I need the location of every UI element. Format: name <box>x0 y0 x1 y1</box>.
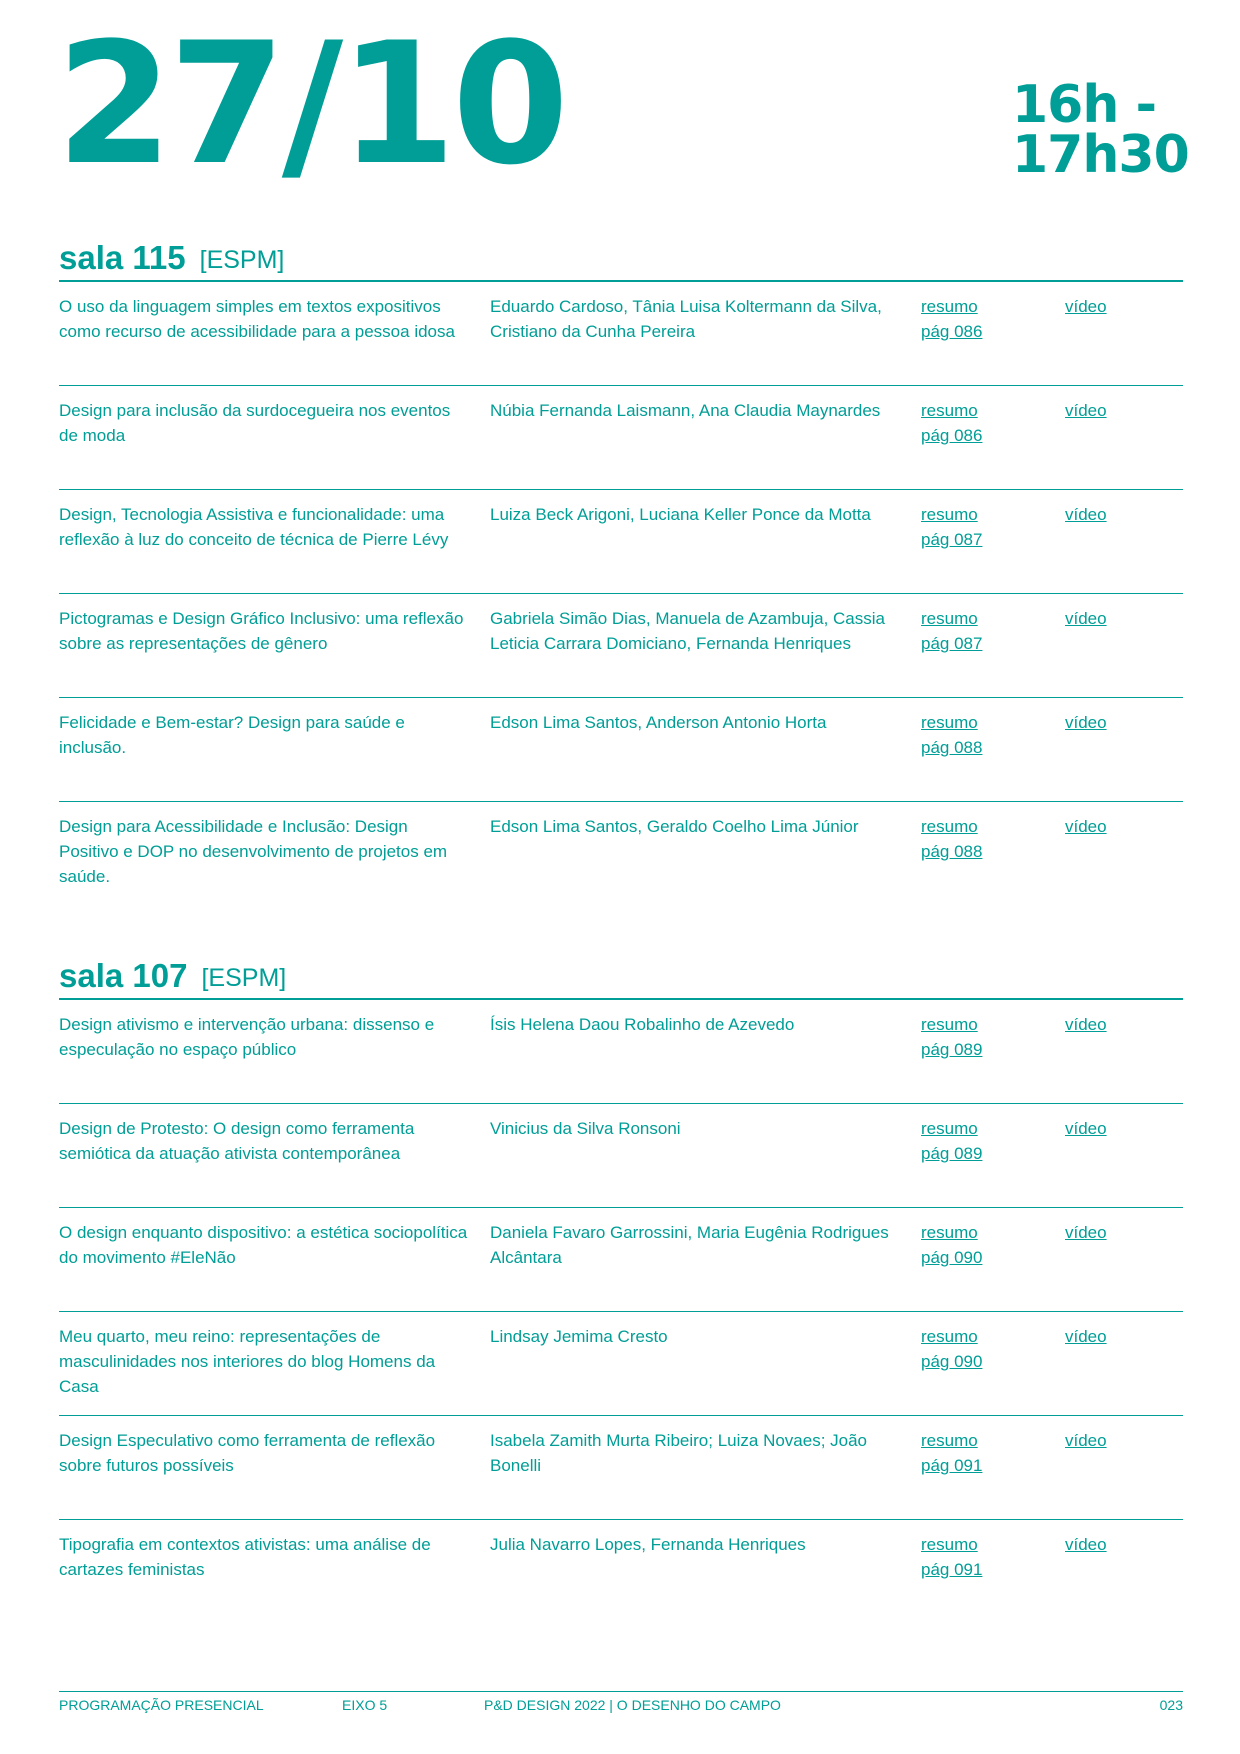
summary-link[interactable]: resumo <box>921 609 978 628</box>
page-footer <box>59 1691 1183 1713</box>
room-name: sala 107 <box>59 957 188 994</box>
summary-page-link[interactable]: pág 089 <box>921 1144 983 1163</box>
summary-link[interactable]: resumo <box>921 1327 978 1346</box>
summary-link[interactable]: resumo <box>921 1119 978 1138</box>
session-row <box>59 490 1183 594</box>
summary-link-group <box>921 294 982 344</box>
summary-link-group <box>921 1428 982 1478</box>
session-title: Tipografia em contextos ativistas: uma análise de cartazes feministas <box>59 1535 431 1579</box>
summary-link-group <box>921 1220 982 1270</box>
session-row <box>59 802 1183 905</box>
video-link-group <box>1065 1532 1107 1557</box>
session-time-start: 16h - <box>1012 75 1157 135</box>
session-title: Felicidade e Bem-estar? Design para saúde e inclusão. <box>59 713 405 757</box>
session-title: Design para Acessibilidade e Inclusão: Design Positivo e DOP no desenvolvimento de projetos em saúde. <box>59 817 448 886</box>
summary-page-link[interactable]: pág 087 <box>921 634 983 653</box>
session-title: O design enquanto dispositivo: a estética sociopolítica do movimento #EleNão <box>59 1223 468 1267</box>
session-authors: Edson Lima Santos, Geraldo Coelho Lima Júnior <box>490 817 859 836</box>
video-link[interactable]: vídeo <box>1065 401 1107 420</box>
summary-link-group <box>921 1012 982 1062</box>
video-link-group <box>1065 1428 1107 1453</box>
footer-page-number: 023 <box>1159 1697 1183 1713</box>
session-authors: Eduardo Cardoso, Tânia Luisa Koltermann da Silva, Cristiano da Cunha Pereira <box>490 297 882 341</box>
summary-page-link[interactable]: pág 090 <box>921 1248 983 1267</box>
video-link[interactable]: vídeo <box>1065 817 1107 836</box>
video-link-group <box>1065 814 1107 839</box>
session-row <box>59 386 1183 490</box>
video-link[interactable]: vídeo <box>1065 713 1107 732</box>
video-link[interactable]: vídeo <box>1065 1015 1107 1034</box>
session-authors: Isabela Zamith Murta Ribeiro; Luiza Novaes; João Bonelli <box>490 1431 868 1475</box>
summary-link-group <box>921 1324 982 1374</box>
summary-page-link[interactable]: pág 088 <box>921 842 983 861</box>
summary-link-group <box>921 502 982 552</box>
summary-page-link[interactable]: pág 090 <box>921 1352 983 1371</box>
session-title: O uso da linguagem simples em textos expositivos como recurso de acessibilidade para a pessoa idosa <box>59 297 455 341</box>
session-authors: Julia Navarro Lopes, Fernanda Henriques <box>490 1535 806 1554</box>
video-link[interactable]: vídeo <box>1065 1223 1107 1242</box>
session-row <box>59 1208 1183 1312</box>
room-section-107 <box>59 954 1183 1623</box>
video-link-group <box>1065 1116 1107 1141</box>
session-title: Meu quarto, meu reino: representações de masculinidades nos interiores do blog Homens da Casa <box>59 1327 436 1396</box>
summary-link[interactable]: resumo <box>921 505 978 524</box>
session-title: Design, Tecnologia Assistiva e funcionalidade: uma reflexão à luz do conceito de técnica de Pierre Lévy <box>59 505 449 549</box>
room-venue: [ESPM] <box>201 964 287 992</box>
summary-page-link[interactable]: pág 086 <box>921 426 983 445</box>
summary-link-group <box>921 814 982 864</box>
video-link[interactable]: vídeo <box>1065 1327 1107 1346</box>
room-venue: [ESPM] <box>199 246 285 274</box>
video-link-group <box>1065 502 1107 527</box>
session-authors: Lindsay Jemima Cresto <box>490 1327 668 1346</box>
summary-link[interactable]: resumo <box>921 1223 978 1242</box>
summary-link[interactable]: resumo <box>921 1015 978 1034</box>
summary-link[interactable]: resumo <box>921 1535 978 1554</box>
summary-page-link[interactable]: pág 086 <box>921 322 983 341</box>
room-heading <box>59 954 1183 1000</box>
room-section-115 <box>59 236 1183 905</box>
session-row <box>59 282 1183 386</box>
summary-link-group <box>921 398 982 448</box>
video-link-group <box>1065 1012 1107 1037</box>
footer-axis: EIXO 5 <box>342 1697 388 1713</box>
summary-link[interactable]: resumo <box>921 713 978 732</box>
summary-link-group <box>921 1116 982 1166</box>
session-authors: Luiza Beck Arigoni, Luciana Keller Ponce da Motta <box>490 505 871 524</box>
summary-link-group <box>921 606 982 656</box>
room-heading <box>59 236 1183 282</box>
video-link-group <box>1065 606 1107 631</box>
session-title: Pictogramas e Design Gráfico Inclusivo: uma reflexão sobre as representações de gênero <box>59 609 464 653</box>
summary-link[interactable]: resumo <box>921 297 978 316</box>
video-link[interactable]: vídeo <box>1065 609 1107 628</box>
session-authors: Vinicius da Silva Ronsoni <box>490 1119 681 1138</box>
video-link-group <box>1065 294 1107 319</box>
session-time <box>1012 75 1189 185</box>
summary-link[interactable]: resumo <box>921 401 978 420</box>
video-link-group <box>1065 398 1107 423</box>
session-title: Design de Protesto: O design como ferramenta semiótica da atuação ativista contemporânea <box>59 1119 415 1163</box>
session-row <box>59 1520 1183 1623</box>
session-list <box>59 282 1183 905</box>
session-row <box>59 594 1183 698</box>
event-date: 27/10 <box>56 6 565 202</box>
video-link[interactable]: vídeo <box>1065 1431 1107 1450</box>
video-link-group <box>1065 1220 1107 1245</box>
session-authors: Ísis Helena Daou Robalinho de Azevedo <box>490 1015 795 1034</box>
summary-page-link[interactable]: pág 091 <box>921 1560 983 1579</box>
session-row <box>59 698 1183 802</box>
summary-link-group <box>921 1532 982 1582</box>
session-row <box>59 1416 1183 1520</box>
video-link[interactable]: vídeo <box>1065 1535 1107 1554</box>
session-title: Design Especulativo como ferramenta de reflexão sobre futuros possíveis <box>59 1431 436 1475</box>
video-link-group <box>1065 1324 1107 1349</box>
session-time-end: 17h30 <box>1012 125 1189 185</box>
session-authors: Gabriela Simão Dias, Manuela de Azambuja, Cassia Leticia Carrara Domiciano, Fernanda Henriques <box>490 609 885 653</box>
session-list <box>59 1000 1183 1623</box>
footer-event: P&D DESIGN 2022 | O DESENHO DO CAMPO <box>484 1697 781 1713</box>
summary-page-link[interactable]: pág 089 <box>921 1040 983 1059</box>
session-authors: Edson Lima Santos, Anderson Antonio Horta <box>490 713 827 732</box>
session-title: Design para inclusão da surdocegueira nos eventos de moda <box>59 401 451 445</box>
session-authors: Núbia Fernanda Laismann, Ana Claudia Maynardes <box>490 401 881 420</box>
summary-page-link[interactable]: pág 087 <box>921 530 983 549</box>
summary-link-group <box>921 710 982 760</box>
session-row <box>59 1312 1183 1416</box>
session-title: Design ativismo e intervenção urbana: dissenso e especulação no espaço público <box>59 1015 435 1059</box>
summary-page-link[interactable]: pág 091 <box>921 1456 983 1475</box>
session-row <box>59 1104 1183 1208</box>
footer-program: PROGRAMAÇÃO PRESENCIAL <box>59 1697 264 1713</box>
video-link-group <box>1065 710 1107 735</box>
summary-link[interactable]: resumo <box>921 1431 978 1450</box>
session-authors: Daniela Favaro Garrossini, Maria Eugênia Rodrigues Alcântara <box>490 1223 889 1267</box>
session-row <box>59 1000 1183 1104</box>
video-link[interactable]: vídeo <box>1065 297 1107 316</box>
summary-link[interactable]: resumo <box>921 817 978 836</box>
room-name: sala 115 <box>59 239 186 276</box>
video-link[interactable]: vídeo <box>1065 505 1107 524</box>
video-link[interactable]: vídeo <box>1065 1119 1107 1138</box>
summary-page-link[interactable]: pág 088 <box>921 738 983 757</box>
